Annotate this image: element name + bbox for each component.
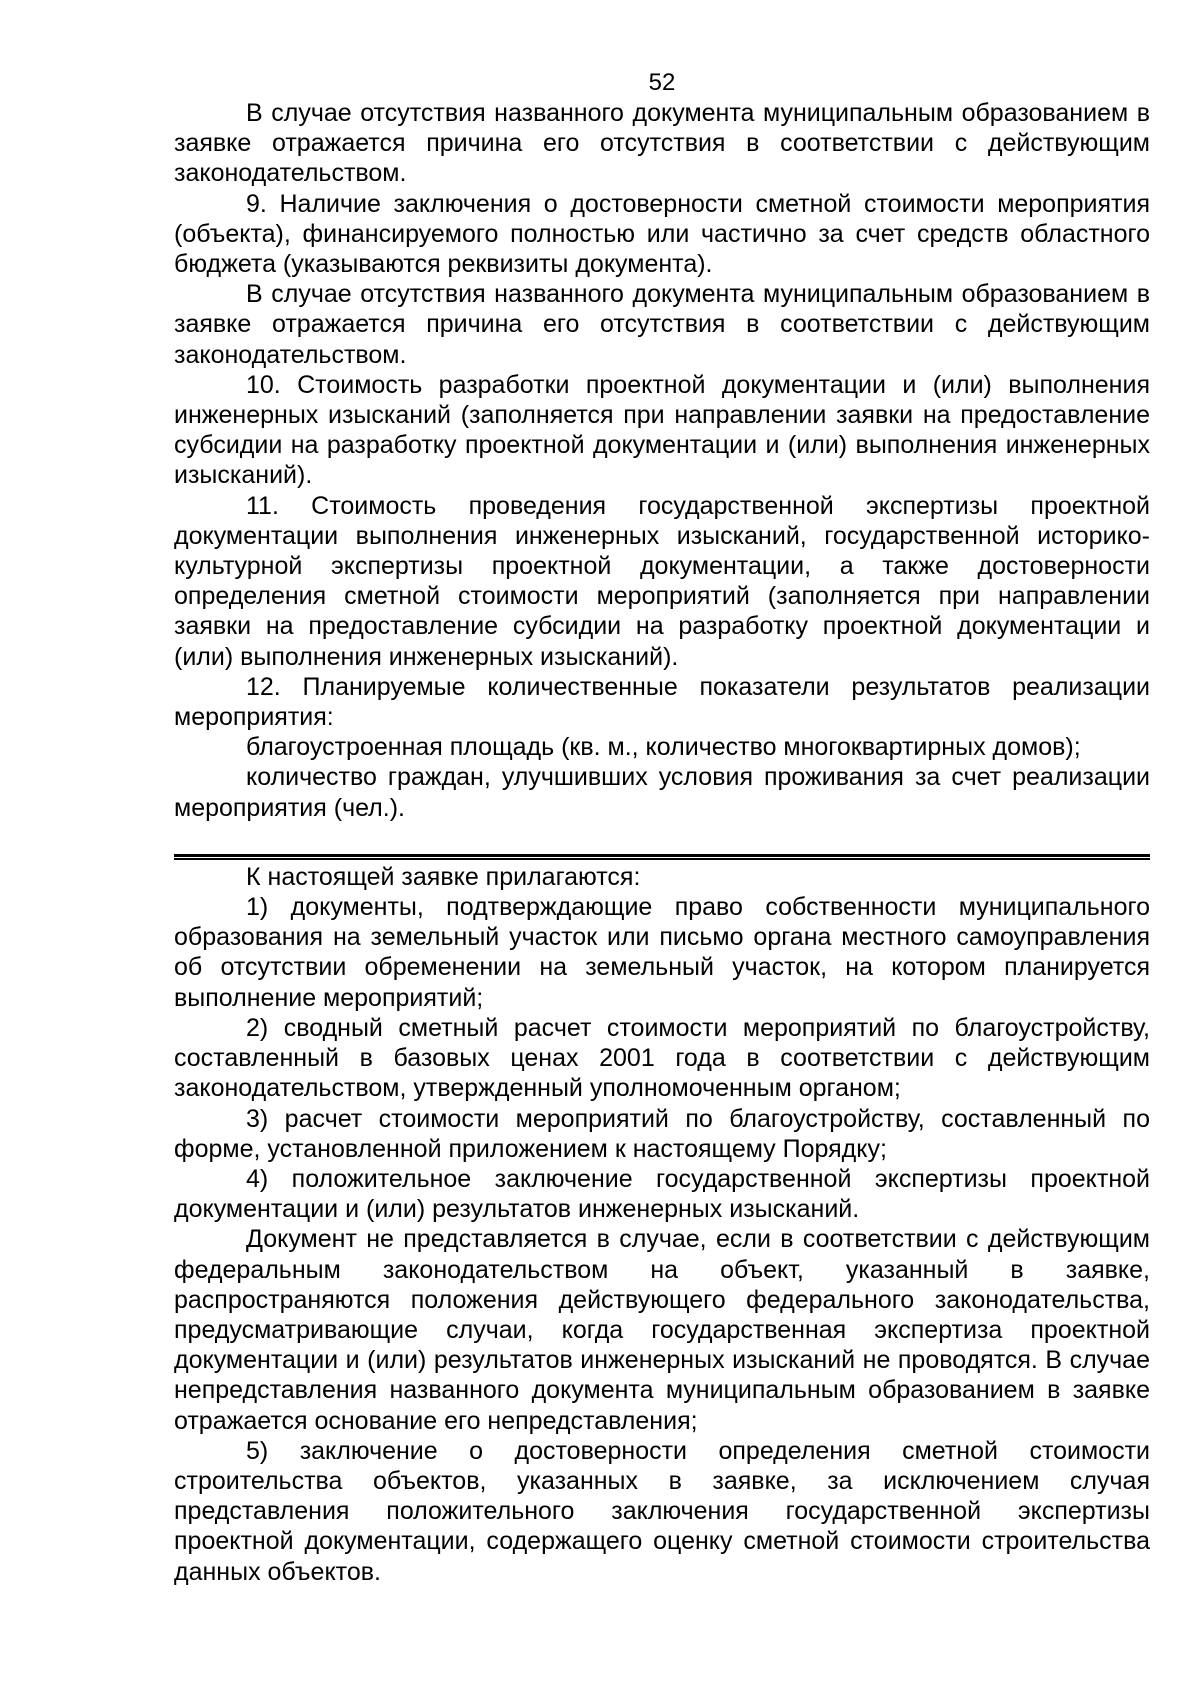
paragraph-landscaped-area: благоустроенная площадь (кв. м., количество многоквартирных домов); — [246, 733, 1081, 762]
paragraph-citizens-count: количество граждан, улучшивших условия проживания за счет реализации мероприятия (чел.). — [174, 763, 1150, 822]
document-page — [174, 68, 1150, 1587]
paragraph-item-9: 9. Наличие заключения о достоверности сметной стоимости мероприятия (объекта), финансируемого полностью или частично за счет средств областного бюджета (указываются реквизиты документа). — [174, 189, 1150, 279]
paragraph-attachment-2: 2) сводный сметный расчет стоимости мероприятий по благоустройству, составленный в базовых ценах 2001 года в соответствии с действующим законодательством, утвержденный уполномоченным органом; — [174, 1013, 1150, 1103]
paragraph-item-12: 12. Планируемые количественные показатели результатов реализации мероприятия: — [174, 672, 1150, 732]
paragraph-attachment-4: 4) положительное заключение государственной экспертизы проектной документации и (или) результатов инженерных изысканий. — [174, 1164, 1150, 1224]
page-number: 52 — [648, 69, 676, 96]
double-rule-divider — [174, 854, 1150, 860]
paragraph-item-10: 10. Стоимость разработки проектной документации и (или) выполнения инженерных изысканий (заполняется при направлении заявки на предоставление субсидии на разработку проектной документации и (или) выполнения инженерных изысканий). — [174, 370, 1150, 490]
paragraph-absent-document-1: В случае отсутствия названного документа муниципальным образованием в заявке отражается причина его отсутствия в соответствии с действующим законодательством. — [174, 99, 1150, 188]
paragraph-attachment-1: 1) документы, подтверждающие право собственности муниципального образования на земельный участок или письмо органа местного самоуправления об отсутствии обременении на земельный участок, на котором планируется выполнение мероприятий; — [174, 893, 1150, 1012]
paragraph-attachments-heading: К настоящей заявке прилагаются: — [246, 862, 641, 891]
paragraph-document-not-submitted: Документ не представляется в случае, если в соответствии с действующим федеральным законодательством на объект, указанный в заявке, распространяются положения действующего федерального законодательства, предусматривающие случаи, когда государственная экспертиза проектной документации и (или) результатов инженерных изысканий не проводятся. В случае непредставления названного документа муниципальным образованием в заявке отражается основание его непредставления; — [174, 1225, 1150, 1435]
spacer — [174, 823, 1150, 854]
paragraph-absent-document-2: В случае отсутствия названного документа муниципальным образованием в заявке отражается причина его отсутствия в соответствии с действующим законодательством. — [174, 280, 1150, 369]
paragraph-attachment-5: 5) заключение о достоверности определения сметной стоимости строительства объектов, указанных в заявке, за исключением случая представления положительного заключения государственной экспертизы проектной документации, содержащего оценку сметной стоимости строительства данных объектов. — [174, 1436, 1150, 1586]
paragraph-attachment-3: 3) расчет стоимости мероприятий по благоустройству, составленный по форме, установленной приложением к настоящему Порядку; — [174, 1104, 1150, 1163]
paragraph-item-11: 11. Стоимость проведения государственной экспертизы проектной документации выполнения инженерных изысканий, государственной историко-культурной экспертизы проектной документации, а также достоверности определения сметной стоимости мероприятий (заполняется при направлении заявки на предоставление субсидии на разработку проектной документации и (или) выполнения инженерных изысканий). — [174, 491, 1150, 671]
